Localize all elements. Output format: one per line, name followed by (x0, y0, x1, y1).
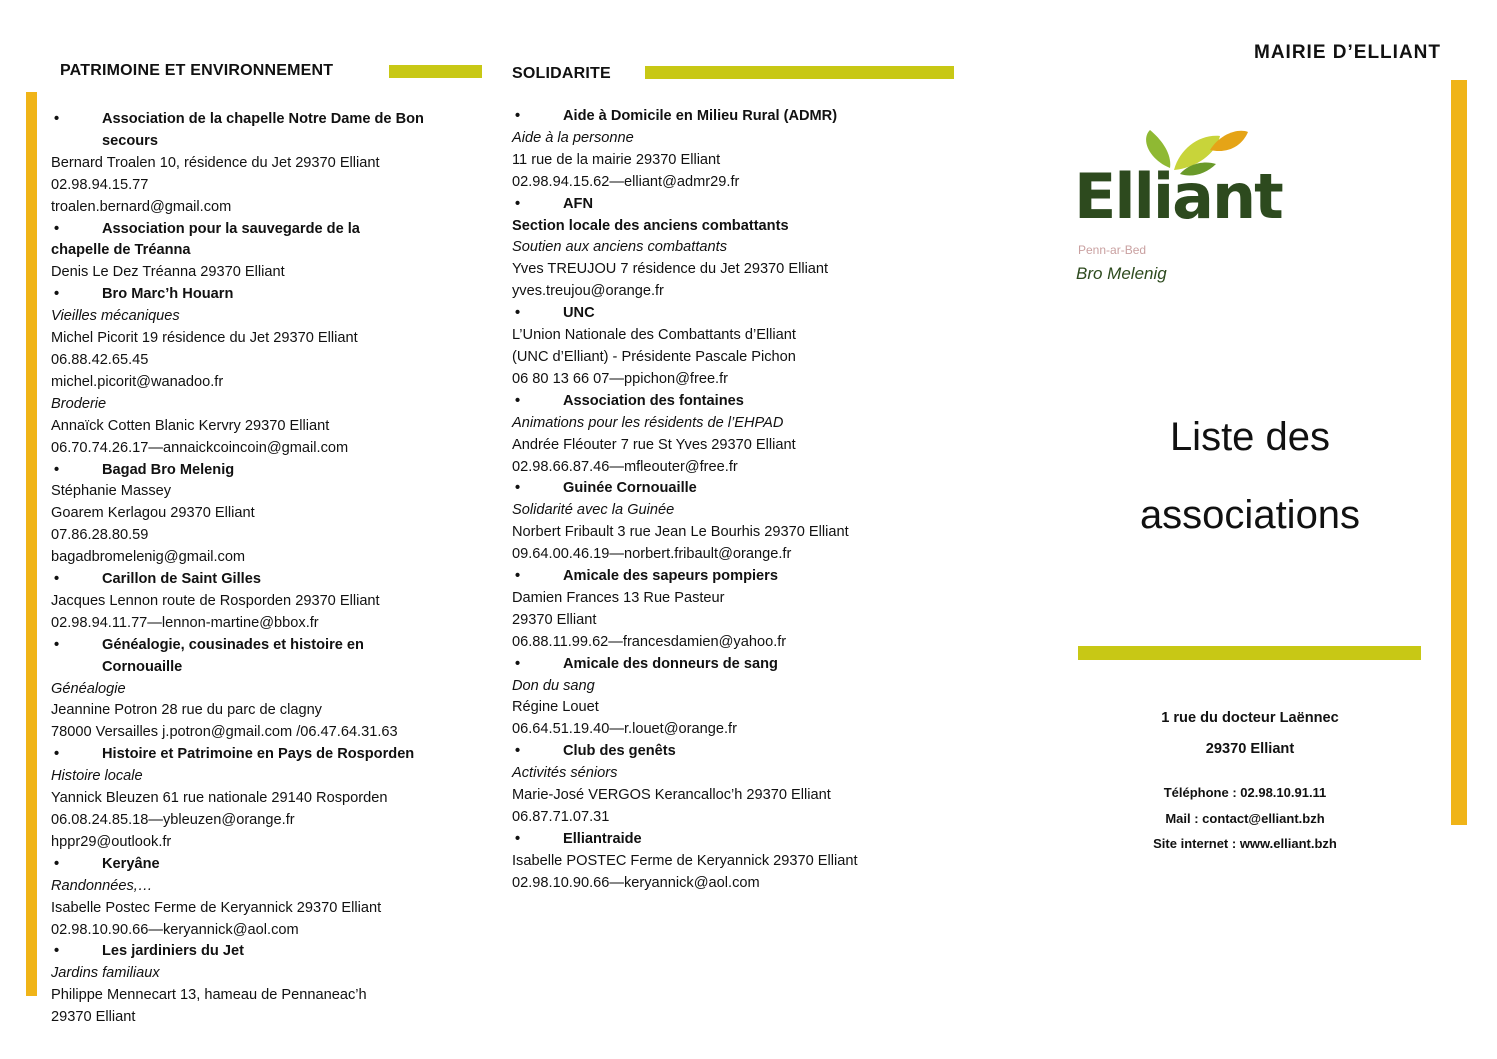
logo-subtitle: Penn-ar-Bed (1078, 243, 1147, 257)
association-name-text: Keryâne (102, 855, 160, 872)
association-name (512, 478, 952, 500)
association-name (512, 391, 952, 413)
bullet-icon: • (54, 855, 60, 872)
contact-line: yves.treujou@orange.fr (512, 283, 664, 300)
activity-label: Aide à la personne (512, 129, 634, 146)
contact-line: 11 rue de la mairie 29370 Elliant (512, 151, 721, 168)
logo-tagline: Bro Melenig (1076, 264, 1167, 283)
activity-label: Histoire locale (51, 768, 143, 785)
activity-label: Solidarité avec la Guinée (512, 502, 675, 519)
contact-line: Annaïck Cotten Blanic Kervry 29370 Elliant (51, 417, 330, 434)
bullet-icon: • (515, 195, 521, 212)
association-name-text: Amicale des donneurs de sang (563, 655, 778, 672)
contact-line: 02.98.10.90.66—keryannick@aol.com (512, 874, 760, 891)
contact-line: Régine Louet (512, 699, 599, 716)
association-name (51, 569, 491, 591)
logo-word: Elliant (1074, 160, 1282, 233)
elliant-logo (1070, 120, 1290, 290)
left-heading: PATRIMOINE ET ENVIRONNEMENT (60, 62, 334, 79)
association-name (51, 284, 491, 306)
middle-association-list (512, 106, 952, 895)
association-name-text: Club des genêts (563, 743, 676, 760)
association-name (512, 829, 952, 851)
association-name-text: Association de la chapelle Notre Dame de Bon (102, 111, 424, 127)
contact-line: 09.64.00.46.19—norbert.fribault@orange.fr (512, 546, 792, 563)
association-name-continued: chapelle de Tréanna (51, 242, 191, 259)
bullet-icon: • (515, 743, 521, 760)
contact-line: bagadbromelenig@gmail.com (51, 549, 246, 566)
contact-line: 06.70.74.26.17—annaickcoincoin@gmail.com (51, 439, 349, 456)
contact-line: troalen.bernard@gmail.com (51, 198, 232, 215)
bullet-icon: • (54, 636, 60, 653)
left-vertical-bar (26, 92, 37, 996)
contact-line: hppr29@outlook.fr (51, 833, 172, 850)
contact-line: Goarem Kerlagou 29370 Elliant (51, 505, 255, 522)
association-name-text: Elliantraide (563, 830, 642, 847)
contact-line: Michel Picorit 19 résidence du Jet 29370 Elliant (51, 330, 358, 347)
bullet-icon: • (54, 286, 60, 303)
contact-line: 06.88.11.99.62—francesdamien@yahoo.fr (512, 633, 787, 650)
cover-contacts (1070, 780, 1420, 857)
address-city: 29370 Elliant (1205, 741, 1295, 757)
association-name-text: Histoire et Patrimoine en Pays de Rosporden (102, 746, 415, 763)
contact-line: Isabelle Postec Ferme de Keryannick 29370 Elliant (51, 899, 382, 916)
contact-line: 02.98.94.15.62—elliant@admr29.fr (512, 173, 740, 190)
contact-line: 29370 Elliant (512, 611, 597, 628)
contact-line: Damien Frances 13 Rue Pasteur (512, 589, 725, 606)
contact-line: Denis Le Dez Tréanna 29370 Elliant (51, 264, 285, 281)
association-name-text: Bagad Bro Melenig (102, 461, 235, 478)
contact-line: Yannick Bleuzen 61 rue nationale 29140 Rosporden (51, 790, 388, 807)
activity-label: Activités séniors (512, 765, 618, 782)
association-name-continued: secours (102, 132, 158, 149)
association-name-continued: Cornouaille (102, 658, 183, 675)
contact-line: Stéphanie Massey (51, 483, 172, 500)
cover-divider-bar (1078, 646, 1421, 660)
association-name (512, 741, 952, 763)
contact-line: 02.98.66.87.46—mfleouter@free.fr (512, 458, 738, 475)
bullet-icon: • (54, 571, 60, 588)
association-name-text: Association pour la sauvegarde de la (102, 220, 360, 237)
left-association-list (51, 109, 491, 1029)
bullet-icon: • (515, 480, 521, 497)
association-name (51, 941, 491, 963)
association-name-continued: Section locale des anciens combattants (512, 217, 789, 234)
bullet-icon: • (54, 943, 60, 960)
bullet-icon: • (54, 220, 60, 237)
contact-line: 02.98.94.11.77—lennon-martine@bbox.fr (51, 614, 319, 631)
activity-label: Randonnées,… (51, 877, 153, 894)
association-name (512, 194, 952, 216)
contact-line: L’Union Nationale des Combattants d’Elliant (512, 327, 796, 344)
bullet-icon: • (54, 746, 60, 763)
bullet-icon: • (54, 461, 60, 478)
contact-line: 07.86.28.80.59 (51, 527, 149, 544)
activity-label: Vieilles mécaniques (51, 308, 180, 325)
association-name (512, 303, 952, 325)
contact-line: 06 80 13 66 07—ppichon@free.fr (512, 370, 729, 387)
bullet-icon: • (515, 108, 521, 124)
address-street: 1 rue du docteur Laënnec (1161, 710, 1339, 726)
contact-line: (UNC d’Elliant) - Présidente Pascale Pichon (512, 348, 796, 365)
contact-line: Marie-José VERGOS Kerancalloc’h 29370 Elliant (512, 787, 831, 804)
association-name (512, 106, 952, 128)
contact-phone: Téléphone : 02.98.10.91.11 (1163, 785, 1327, 800)
association-name-text: Bro Marc’h Houarn (102, 286, 234, 303)
association-name (51, 109, 491, 131)
contact-line: 02.98.94.15.77 (51, 176, 149, 193)
contact-line: Jacques Lennon route de Rosporden 29370 Elliant (51, 592, 380, 609)
contact-line: Norbert Fribault 3 rue Jean Le Bourhis 29370 Elliant (512, 524, 849, 541)
middle-heading: SOLIDARITE (512, 65, 611, 82)
contact-line: Bernard Troalen 10, résidence du Jet 29370 Elliant (51, 154, 380, 171)
bullet-icon: • (515, 568, 521, 585)
association-name (51, 635, 491, 657)
bullet-icon: • (515, 830, 521, 847)
contact-line: 78000 Versailles j.potron@gmail.com /06.47.64.31.63 (51, 724, 398, 741)
right-vertical-bar (1451, 80, 1467, 825)
contact-line: Jeannine Potron 28 rue du parc de clagny (51, 702, 322, 719)
contact-line: Isabelle POSTEC Ferme de Keryannick 29370 Elliant (512, 852, 858, 869)
association-name-text: AFN (563, 195, 593, 212)
contact-line: 06.64.51.19.40—r.louet@orange.fr (512, 721, 737, 738)
cover-title-line2: associations (1139, 493, 1361, 537)
activity-label: Don du sang (512, 677, 595, 694)
contact-line: Andrée Fléouter 7 rue St Yves 29370 Elliant (512, 436, 796, 453)
contact-line: michel.picorit@wanadoo.fr (51, 373, 224, 390)
association-name-text: Aide à Domicile en Milieu Rural (ADMR) (563, 108, 838, 124)
association-name-text: Carillon de Saint Gilles (102, 571, 261, 588)
cover-title-line1: Liste des (1169, 415, 1331, 459)
association-name (51, 854, 491, 876)
association-name (51, 744, 491, 766)
activity-label: Généalogie (51, 680, 126, 697)
association-name (51, 460, 491, 482)
contact-line: 06.87.71.07.31 (512, 809, 610, 825)
activity-label: Jardins familiaux (51, 965, 160, 982)
association-name-text: UNC (563, 305, 595, 322)
association-name-text: Les jardiniers du Jet (102, 943, 244, 960)
contact-mail: Mail : contact@elliant.bzh (1165, 810, 1325, 826)
bullet-icon: • (515, 655, 521, 672)
contact-line: 06.08.24.85.18—ybleuzen@orange.fr (51, 812, 295, 828)
contact-site: Site internet : www.elliant.bzh (1153, 836, 1337, 851)
association-name-text: Amicale des sapeurs pompiers (563, 568, 778, 585)
cover-title (1080, 398, 1420, 554)
middle-heading-bar (645, 66, 954, 79)
contact-line: 06.88.42.65.45 (51, 351, 149, 368)
activity-label: Animations pour les résidents de l’EHPAD (512, 414, 784, 431)
bullet-icon: • (515, 305, 521, 322)
association-name (512, 566, 952, 588)
bullet-icon: • (515, 392, 521, 409)
association-name (51, 219, 491, 241)
association-name (512, 654, 952, 676)
bullet-icon: • (54, 111, 60, 127)
activity-label: Soutien aux anciens combattants (512, 239, 727, 256)
activity-label: Broderie (51, 395, 107, 412)
contact-line: Philippe Mennecart 13, hameau de Pennaneac’h (51, 987, 367, 1004)
contact-line: 02.98.10.90.66—keryannick@aol.com (51, 921, 299, 938)
association-name-text: Généalogie, cousinades et histoire en (102, 636, 364, 653)
mairie-header: MAIRIE D’ELLIANT (1254, 42, 1441, 63)
association-name-text: Association des fontaines (563, 392, 744, 409)
cover-address (1080, 703, 1420, 765)
association-name-text: Guinée Cornouaille (563, 480, 697, 497)
contact-line: 29370 Elliant (51, 1009, 136, 1026)
left-heading-bar (389, 65, 482, 78)
contact-line: Yves TREUJOU 7 résidence du Jet 29370 Elliant (512, 261, 829, 278)
